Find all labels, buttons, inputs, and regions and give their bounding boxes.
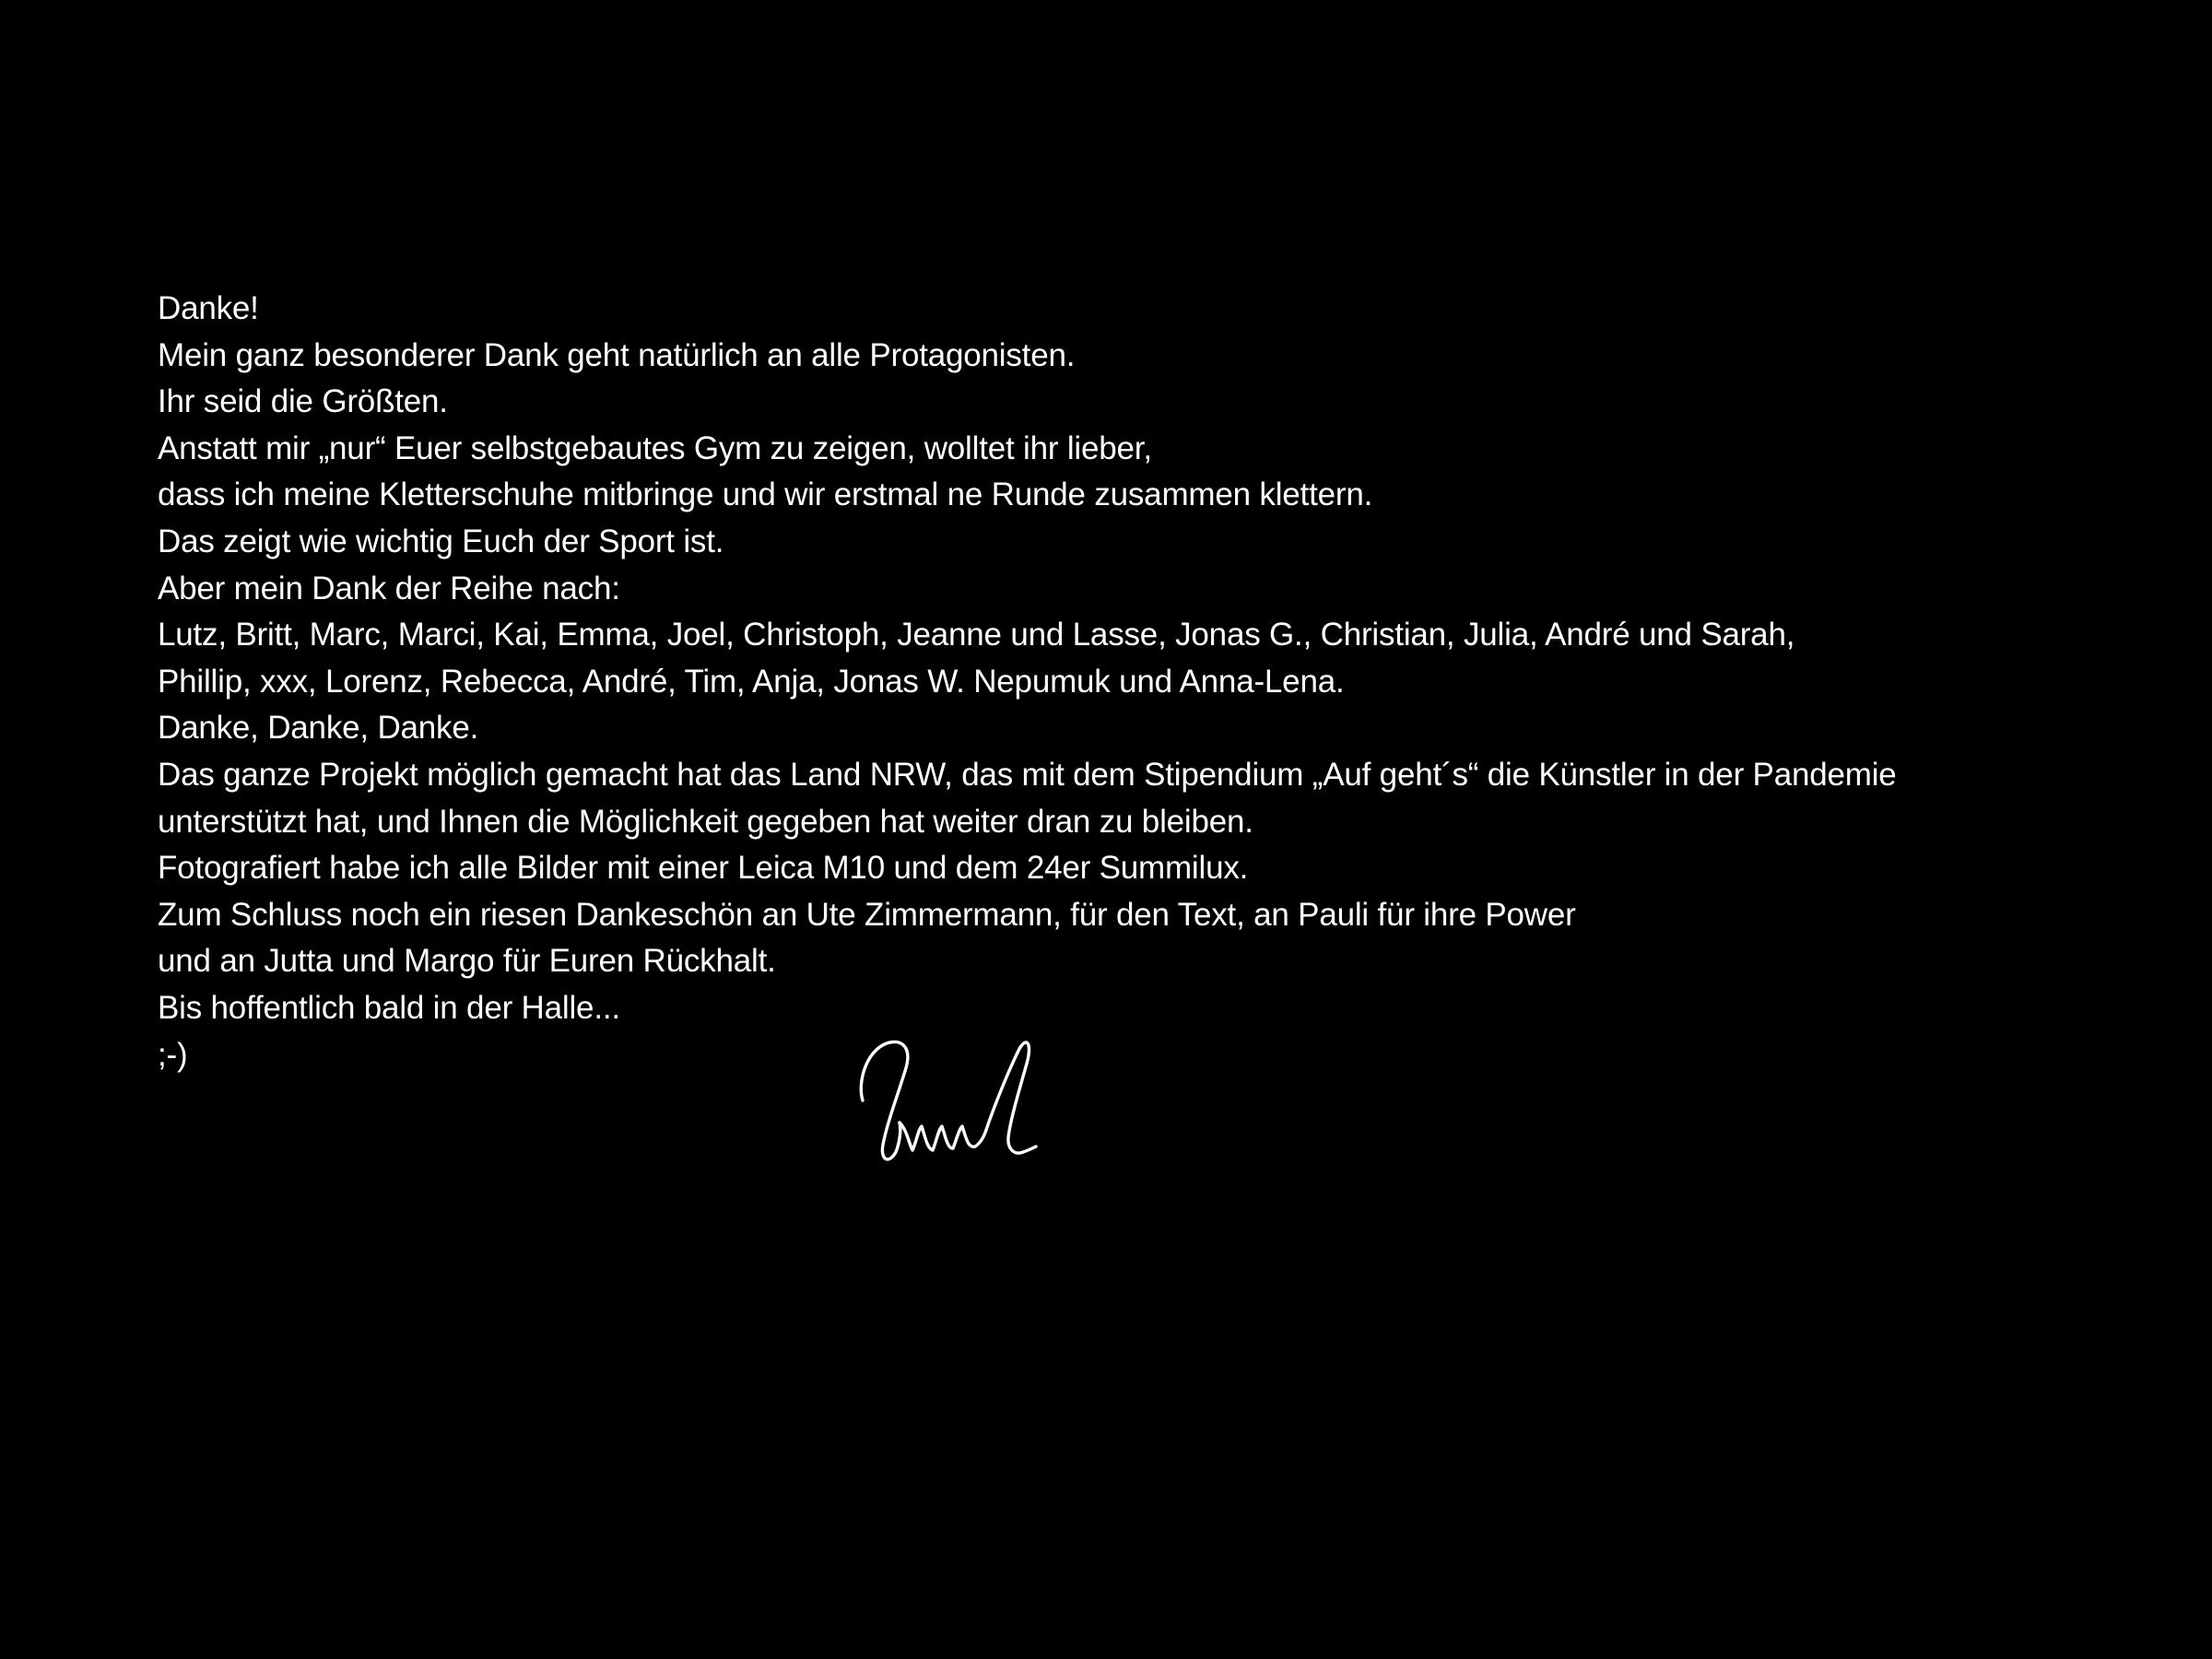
letter-line: unterstützt hat, und Ihnen die Möglichkeit gegeben hat weiter dran zu bleiben.	[158, 803, 1253, 840]
letter-line: Zum Schluss noch ein riesen Dankeschön an Ute Zimmermann, für den Text, an Pauli für ihre Power	[158, 896, 1576, 933]
letter-line: Bis hoffentlich bald in der Halle...	[158, 989, 620, 1026]
letter-line-emoticon: ;-)	[158, 1036, 188, 1073]
letter-line: Danke, Danke, Danke.	[158, 710, 479, 747]
letter-line: und an Jutta und Margo für Euren Rückhalt.	[158, 943, 776, 980]
letter-line: Fotografiert habe ich alle Bilder mit einer Leica M10 und dem 24er Summilux.	[158, 850, 1249, 887]
letter-line: Das ganze Projekt möglich gemacht hat das Land NRW, das mit dem Stipendium „Auf geht´s“ die Künstler in der Pandemie	[158, 756, 1897, 793]
letter-line: Mein ganz besonderer Dank geht natürlich an alle Protagonisten.	[158, 336, 1076, 373]
thank-you-letter	[158, 286, 2075, 1078]
handwritten-signature	[855, 1034, 1045, 1172]
letter-line: dass ich meine Kletterschuhe mitbringe und wir erstmal ne Runde zusammen klettern.	[158, 477, 1373, 513]
letter-line: Aber mein Dank der Reihe nach:	[158, 570, 620, 606]
letter-line: Anstatt mir „nur“ Euer selbstgebautes Gym zu zeigen, wolltet ihr lieber,	[158, 429, 1152, 466]
letter-line: Ihr seid die Größten.	[158, 383, 448, 420]
letter-line: Das zeigt wie wichtig Euch der Sport ist.	[158, 523, 724, 559]
letter-line-names: Lutz, Britt, Marc, Marci, Kai, Emma, Joel, Christoph, Jeanne und Lasse, Jonas G., Christian, Julia, André und Sarah,	[158, 617, 1795, 653]
letter-line-names: Phillip, xxx, Lorenz, Rebecca, André, Tim, Anja, Jonas W. Nepumuk und Anna-Lena.	[158, 663, 1345, 700]
letter-line-greeting: Danke!	[158, 290, 259, 326]
